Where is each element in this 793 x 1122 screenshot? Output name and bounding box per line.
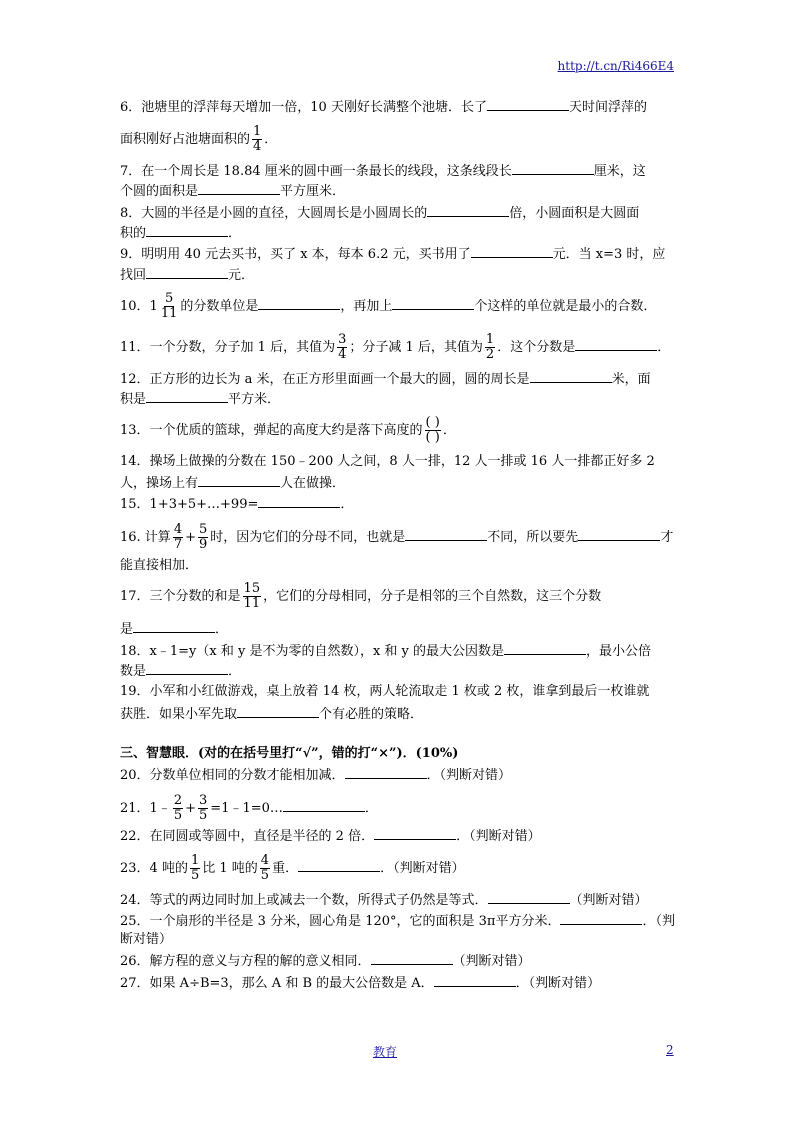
q16-text-a: 16. 计算 bbox=[120, 530, 171, 545]
question-6 bbox=[120, 96, 673, 118]
q7-text-a: 7．在一个周长是 18.84 厘米的圆中画一条最长的线段，这条线段长 bbox=[120, 164, 512, 179]
question-14 bbox=[120, 452, 673, 472]
q16-text-c: 不同，所以要先 bbox=[487, 530, 579, 545]
question-18-line2 bbox=[120, 660, 673, 682]
question-7 bbox=[120, 160, 673, 182]
q15-text-b: ． bbox=[340, 497, 354, 512]
question-19 bbox=[120, 682, 673, 702]
q6-end: ． bbox=[264, 132, 278, 147]
q14-text-d: 人在做操． bbox=[280, 476, 346, 491]
q19-text-c: 获胜．如果小军先取 bbox=[120, 707, 238, 722]
q17-text-d: ． bbox=[215, 622, 229, 637]
question-18 bbox=[120, 640, 673, 662]
q21-text-c: ． bbox=[364, 801, 378, 816]
q22-text-b: ．（判断对错） bbox=[456, 829, 541, 844]
q8-text-a: 8．大圆的半径是小圆的直径，大圆周长是小圆周长的 bbox=[120, 206, 428, 221]
answer-blank[interactable] bbox=[434, 972, 516, 987]
answer-blank[interactable] bbox=[258, 295, 340, 310]
question-15 bbox=[120, 493, 673, 515]
answer-blank[interactable] bbox=[133, 618, 215, 633]
fraction: $\frac{1}{4}$ bbox=[253, 124, 262, 154]
q20-text-a: 20．分数单位相同的分数才能相加减． bbox=[120, 768, 345, 783]
section-3-title: 三、智慧眼．(对的在括号里打“√”，错的打“×”)．(10%) bbox=[120, 746, 459, 761]
q26-text-b: （判断对错） bbox=[452, 954, 531, 969]
answer-blank[interactable] bbox=[198, 472, 280, 487]
blank-fraction[interactable]: $\frac{( )}{( )}$ bbox=[425, 415, 440, 445]
q6-text-a: 6．池塘里的浮萍每天增加一倍，10 天刚好长满整个池塘．长了 bbox=[120, 100, 487, 115]
q25-text-b: ．（判 bbox=[642, 914, 675, 929]
q18-text-b: ，最小公倍 bbox=[586, 644, 652, 659]
q8-text-c: 积的 bbox=[120, 226, 147, 241]
q16-text-b: 时，因为它们的分母不同，也就是 bbox=[210, 530, 406, 545]
answer-blank[interactable] bbox=[371, 950, 453, 965]
q23-text-c: 重． bbox=[272, 861, 299, 876]
q13-text-a: 13．一个优质的篮球，弹起的高度大约是落下高度的 bbox=[120, 423, 423, 438]
q12-text-c: 积是 bbox=[120, 392, 147, 407]
answer-blank[interactable] bbox=[283, 797, 365, 812]
question-17-line2 bbox=[120, 618, 673, 640]
q9-text-d: 元． bbox=[228, 268, 255, 283]
answer-blank[interactable] bbox=[374, 825, 456, 840]
q17-text-a: 17．三个分数的和是 bbox=[120, 589, 241, 604]
judge-23: 23．4 吨的 $\frac{1}{5}$ 比 1 吨的 $\frac{4}{5}$ 重． ．（判断对错） bbox=[120, 853, 465, 883]
question-16: 16. 计算 $\frac{4}{7}$ + $\frac{5}{9}$ 时，因为它们的分母不同，也就是 不同，所以要先 才 bbox=[120, 522, 674, 552]
q6-text-c: 面积刚好占池塘面积的 bbox=[120, 132, 251, 147]
judge-26 bbox=[120, 950, 673, 972]
q12-text-a: 12．正方形的边长为 a 米，在正方形里面画一个最大的圆，圆的周长是 bbox=[120, 372, 530, 387]
q10-text-a: 10． bbox=[120, 299, 150, 314]
q11-text-d: ． bbox=[657, 340, 671, 355]
q24-text-b: （判断对错） bbox=[569, 893, 648, 908]
judge-22 bbox=[120, 825, 673, 847]
q20-text-b: ．（判断对错） bbox=[426, 768, 512, 783]
q12-text-d: 平方米． bbox=[228, 392, 281, 407]
question-13 bbox=[120, 416, 673, 445]
question-14-line2 bbox=[120, 472, 673, 494]
answer-blank[interactable] bbox=[392, 295, 474, 310]
question-12-line2 bbox=[120, 388, 673, 410]
question-7-line2 bbox=[120, 180, 673, 202]
question-10 bbox=[120, 292, 673, 321]
answer-blank[interactable] bbox=[488, 889, 570, 904]
answer-blank[interactable] bbox=[146, 222, 228, 237]
answer-blank[interactable] bbox=[530, 368, 612, 383]
q7-text-c: 个圆的面积是 bbox=[120, 184, 199, 199]
q8-text-b: 倍，小圆面积是大圆面 bbox=[509, 206, 640, 221]
q8-text-d: ． bbox=[228, 226, 242, 241]
q18-text-c: 数是 bbox=[120, 664, 147, 679]
q17-text-c: 是 bbox=[120, 622, 134, 637]
judge-20 bbox=[120, 764, 673, 786]
answer-blank[interactable] bbox=[146, 388, 228, 403]
judge-27 bbox=[120, 972, 673, 994]
answer-blank[interactable] bbox=[237, 703, 319, 718]
q11-text-c: ．这个分数是 bbox=[497, 340, 576, 355]
q24-text-a: 24．等式的两边同时加上或减去一个数，所得式子仍然是等式． bbox=[120, 893, 488, 908]
judge-21: 21．1﹣ $\frac{2}{5}$ + $\frac{3}{5}$ =1﹣1=0… ． bbox=[120, 793, 378, 823]
q7-text-b: 厘米，这 bbox=[593, 164, 646, 179]
q18-text-d: ． bbox=[228, 664, 242, 679]
q6-text-b: 天时间浮萍的 bbox=[568, 100, 647, 115]
q27-text-a: 27．如果 A÷B=3，那么 A 和 B 的最大公倍数是 A． bbox=[120, 976, 434, 991]
q10-text-b: 的分数单位是 bbox=[180, 299, 259, 314]
answer-blank[interactable] bbox=[146, 660, 228, 675]
question-16-line2 bbox=[120, 556, 673, 576]
answer-blank[interactable] bbox=[578, 526, 660, 541]
answer-blank[interactable] bbox=[146, 264, 228, 279]
answer-blank[interactable] bbox=[487, 96, 569, 111]
q11-text-b: ；分子减 1 后，其值为 bbox=[349, 340, 483, 355]
answer-blank[interactable] bbox=[471, 243, 553, 258]
judge-24 bbox=[120, 889, 673, 911]
question-6-line2 bbox=[120, 125, 673, 154]
q16-text-d: 才 bbox=[660, 530, 674, 545]
q22-text-a: 22．在同圆或等圆中，直径是半径的 2 倍． bbox=[120, 829, 375, 844]
answer-blank[interactable] bbox=[198, 180, 280, 195]
q23-text-a: 23．4 吨的 bbox=[120, 861, 188, 876]
q21-text-b: =1﹣1=0… bbox=[210, 801, 283, 816]
answer-blank[interactable] bbox=[575, 336, 657, 351]
question-12 bbox=[120, 368, 673, 390]
page-number[interactable]: 2 bbox=[666, 1043, 674, 1057]
q15-text-a: 15．1+3+5+…+99= bbox=[120, 497, 259, 512]
footer-link[interactable]: 教育 bbox=[373, 1045, 398, 1059]
q10-text-d: 个这样的单位就是最小的合数． bbox=[474, 299, 657, 314]
question-9 bbox=[120, 243, 673, 265]
q23-text-b: 比 1 吨的 bbox=[202, 861, 258, 876]
q23-text-d: ．（判断对错） bbox=[380, 861, 465, 876]
q11-text-a: 11．一个分数，分子加 1 后，其值为 bbox=[120, 340, 336, 355]
q9-text-a: 9．明明用 40 元去买书，买了 x 本，每本 6.2 元，买书用了 bbox=[120, 247, 471, 262]
q14-text-a: 14．操场上做操的分数在 150﹣200 人之间，8 人一排，12 人一排或 16 人一排都正好多 2 bbox=[120, 454, 655, 469]
question-9-line2 bbox=[120, 264, 673, 286]
answer-blank[interactable] bbox=[345, 764, 427, 779]
question-11: 11．一个分数，分子加 1 后，其值为 $\frac{3}{4}$ ；分子减 1 后，其值为 $\frac{1}{2}$ ．这个分数是 ． bbox=[120, 332, 671, 362]
q21-text-a: 21．1﹣ bbox=[120, 801, 171, 816]
q10-text-c: ，再加上 bbox=[340, 299, 393, 314]
q12-text-b: 米，面 bbox=[611, 372, 651, 387]
judge-25 bbox=[120, 910, 673, 932]
answer-blank[interactable] bbox=[560, 910, 642, 925]
answer-blank[interactable] bbox=[258, 493, 340, 508]
q7-text-d: 平方厘米． bbox=[280, 184, 346, 199]
answer-blank[interactable] bbox=[512, 160, 594, 175]
mixed-number: 1 $\frac{5}{11}$ bbox=[149, 291, 178, 321]
answer-blank[interactable] bbox=[405, 526, 487, 541]
q27-text-b: ．（判断对错） bbox=[515, 976, 601, 991]
answer-blank[interactable] bbox=[298, 857, 380, 872]
answer-blank[interactable] bbox=[504, 640, 586, 655]
q16-text-e: 能直接相加． bbox=[120, 558, 199, 573]
q14-text-c: 人，操场上有 bbox=[120, 476, 199, 491]
q26-text-a: 26．解方程的意义与方程的解的意义相同． bbox=[120, 954, 371, 969]
q17-text-b: ，它们的分母相同，分子是相邻的三个自然数，这三个分数 bbox=[263, 589, 602, 604]
q18-text-a: 18．x﹣1=y（x 和 y 是不为零的自然数），x 和 y 的最大公因数是 bbox=[120, 644, 505, 659]
judge-25-line2 bbox=[120, 930, 673, 950]
header-url-link[interactable]: http://t.cn/Ri466E4 bbox=[557, 59, 674, 73]
q25-text-a: 25．一个扇形的半径是 3 分米，圆心角是 120°，它的面积是 3π平方分米． bbox=[120, 914, 561, 929]
answer-blank[interactable] bbox=[427, 202, 509, 217]
question-8 bbox=[120, 202, 673, 224]
q19-text-d: 个有必胜的策略． bbox=[319, 707, 424, 722]
q13-text-b: ． bbox=[442, 423, 456, 438]
q9-text-c: 找回 bbox=[120, 268, 147, 283]
q19-text-a: 19．小军和小红做游戏，桌上放着 14 枚，两人轮流取走 1 枚或 2 枚，谁拿到最后一枚谁就 bbox=[120, 684, 650, 699]
question-19-line2 bbox=[120, 703, 673, 725]
question-8-line2 bbox=[120, 222, 673, 244]
q9-text-b: 元．当 x=3 时，应 bbox=[552, 247, 666, 262]
question-17: 17．三个分数的和是 $\frac{15}{11}$ ，它们的分母相同，分子是相邻的三个自然数，这三个分数 bbox=[120, 581, 602, 611]
q25-text-c: 断对错） bbox=[120, 932, 173, 947]
